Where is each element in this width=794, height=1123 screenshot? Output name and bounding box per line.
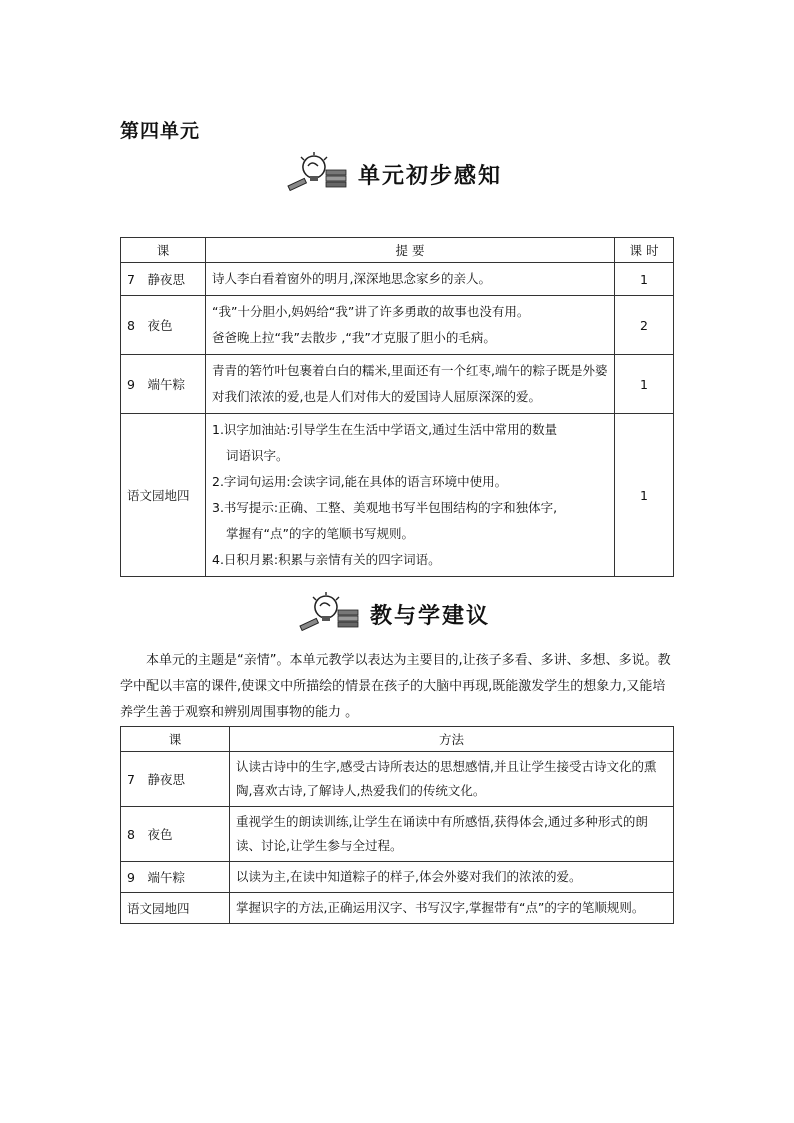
- method-cell: 重视学生的朗读训练,让学生在诵读中有所感悟,获得体会,通过多种形式的朗读、讨论,让学生参与全过程。: [230, 807, 674, 862]
- unit-title: 第四单元: [120, 120, 201, 142]
- hours-cell: 1: [615, 414, 674, 577]
- lesson-cell: 7 静夜思: [121, 752, 230, 807]
- table-row: [121, 862, 674, 893]
- summary-cell: 青青的箬竹叶包裹着白白的糯米,里面还有一个红枣,端午的粽子既是外婆对我们浓浓的爱,也是人们对伟大的爱国诗人屈原深深的爱。: [206, 355, 615, 414]
- header-lesson: 课: [121, 238, 206, 263]
- table-header-row: [121, 727, 674, 752]
- summary-cell: 诗人李白看着窗外的明月,深深地思念家乡的亲人。: [206, 263, 615, 296]
- section-title: 教与学建议: [370, 603, 491, 629]
- header-method: 方法: [230, 727, 674, 752]
- table-row: [121, 296, 674, 355]
- table-row: [121, 807, 674, 862]
- header-summary: 提 要: [206, 238, 615, 263]
- lightbulb-books-icon: [296, 592, 360, 636]
- hours-cell: 1: [615, 263, 674, 296]
- method-cell: 认读古诗中的生字,感受古诗所表达的思想感情,并且让学生接受古诗文化的熏陶,喜欢古诗,了解诗人,热爱我们的传统文化。: [230, 752, 674, 807]
- table-row: [121, 263, 674, 296]
- list-item: 3.书写提示:正确、工整、美观地书写半包围结构的字和独体字,: [212, 500, 558, 515]
- lightbulb-books-icon: [284, 152, 348, 196]
- method-cell: 掌握识字的方法,正确运用汉字、书写汉字,掌握带有“点”的字的笔顺规则。: [230, 893, 674, 924]
- section-header-unit-perception: [284, 152, 502, 196]
- table-row: [121, 414, 674, 577]
- section-title: 单元初步感知: [358, 163, 503, 189]
- hours-cell: 1: [615, 355, 674, 414]
- table-row: [121, 355, 674, 414]
- lesson-cell: 9 端午粽: [121, 862, 230, 893]
- list-item: 词语识字。: [226, 448, 289, 463]
- lesson-cell: 语文园地四: [121, 893, 230, 924]
- summary-line: “我”十分胆小,妈妈给“我”讲了许多勇敢的故事也没有用。: [212, 304, 530, 319]
- lesson-cell: 8 夜色: [121, 296, 206, 355]
- section-header-teaching-suggestions: [296, 592, 490, 636]
- list-item: 2.字词句运用:会读字词,能在具体的语言环境中使用。: [212, 474, 508, 489]
- unit-overview-table: [120, 237, 674, 577]
- lesson-cell: 8 夜色: [121, 807, 230, 862]
- intro-paragraph: 本单元的主题是“亲情”。本单元教学以表达为主要目的,让孩子多看、多讲、多想、多说。教学中配以丰富的课件,使课文中所描绘的情景在孩子的大脑中再现,既能激发学生的想象力,又能培养学生善于观察和辨别周围事物的能力 。: [120, 653, 671, 720]
- lesson-cell: 语文园地四: [121, 414, 206, 577]
- list-item: 1.识字加油站:引导学生在生活中学语文,通过生活中常用的数量: [212, 422, 558, 437]
- table-row: [121, 893, 674, 924]
- list-item: 4.日积月累:积累与亲情有关的四字词语。: [212, 552, 441, 567]
- method-cell: 以读为主,在读中知道粽子的样子,体会外婆对我们的浓浓的爱。: [230, 862, 674, 893]
- hours-cell: 2: [615, 296, 674, 355]
- header-lesson: 课: [121, 727, 230, 752]
- summary-cell: [206, 296, 615, 355]
- teaching-methods-table: [120, 726, 674, 924]
- lesson-cell: 9 端午粽: [121, 355, 206, 414]
- header-hours: 课 时: [615, 238, 674, 263]
- summary-cell: [206, 414, 615, 577]
- table-row: [121, 752, 674, 807]
- list-item: 掌握有“点”的字的笔顺书写规则。: [226, 526, 414, 541]
- lesson-cell: 7 静夜思: [121, 263, 206, 296]
- table-header-row: [121, 238, 674, 263]
- summary-line: 爸爸晚上拉“我”去散步 ,“我”才克服了胆小的毛病。: [212, 330, 496, 345]
